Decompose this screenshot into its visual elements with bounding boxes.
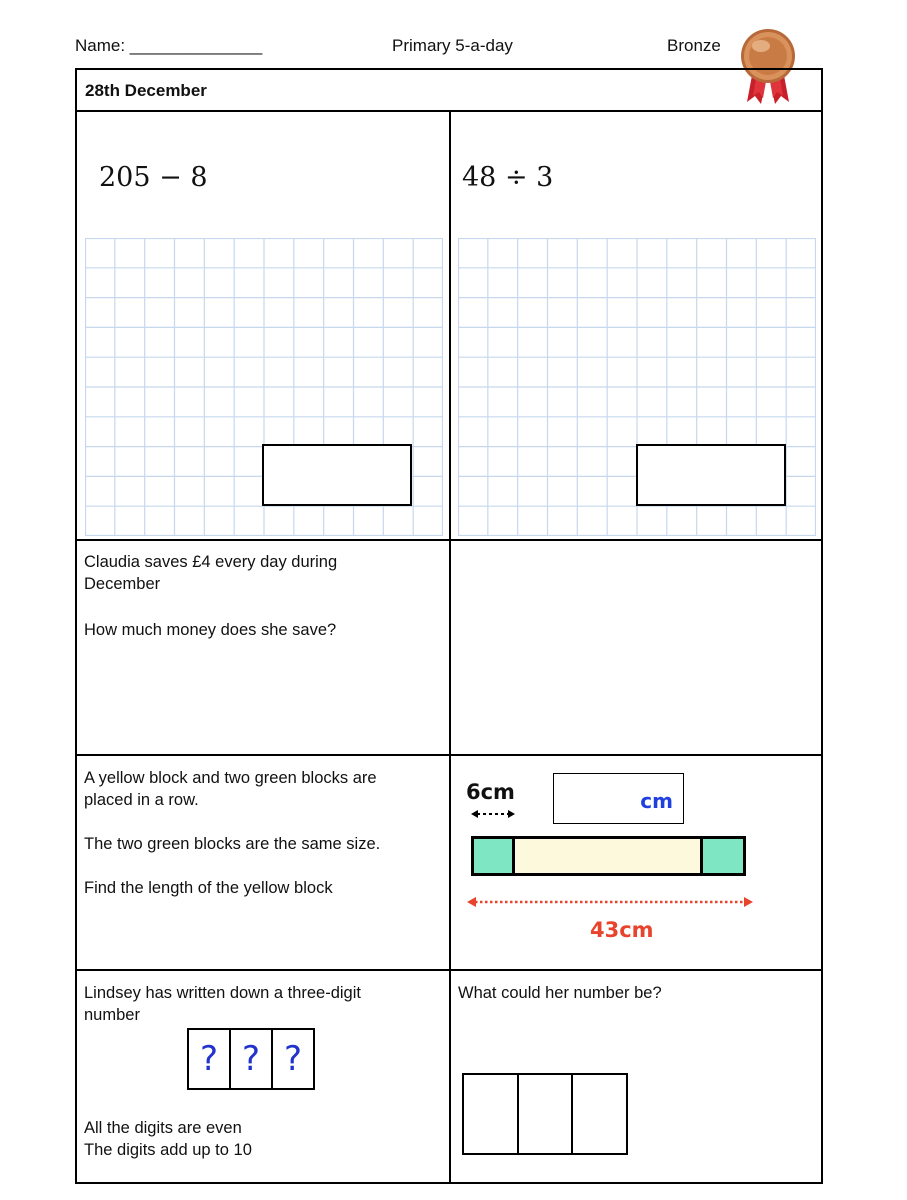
q3-line: How much money does she save? <box>84 621 337 639</box>
q3-line: Claudia saves £4 every day during <box>84 553 338 571</box>
difficulty-level: Bronze <box>667 36 721 55</box>
q5-clues <box>84 1117 252 1161</box>
answer-digit-box[interactable] <box>464 1075 519 1153</box>
q5-clue: The digits add up to 10 <box>84 1141 252 1159</box>
worksheet-date: 28th December <box>85 81 207 100</box>
name-label: Name: ______________ <box>75 36 263 55</box>
q2-answer-box[interactable] <box>636 444 786 506</box>
yellow-length-answer-box[interactable] <box>553 773 684 824</box>
q1-expression: 205 − 8 <box>99 162 208 193</box>
yellow-block <box>512 836 703 876</box>
green-block-length-label: 6cm <box>466 780 515 804</box>
q1-answer-box[interactable] <box>262 444 412 506</box>
q4-line: placed in a row. <box>84 791 199 809</box>
q5-line: number <box>84 1006 140 1024</box>
q5-clue: All the digits are even <box>84 1119 242 1137</box>
q3-question <box>84 551 337 641</box>
q5-answer-prompt: What could her number be? <box>458 984 662 1002</box>
q2-expression: 48 ÷ 3 <box>462 162 554 193</box>
hidden-digit: ? <box>189 1030 231 1088</box>
green-block-measure-arrow <box>471 808 515 820</box>
q5-question <box>84 982 361 1026</box>
answer-digit-box[interactable] <box>573 1075 626 1153</box>
q4-question <box>84 767 380 899</box>
q4-line: Find the length of the yellow block <box>84 879 333 897</box>
q4-line: The two green blocks are the same size. <box>84 835 381 853</box>
worksheet-title: Primary 5-a-day <box>392 36 513 55</box>
answer-digit-box[interactable] <box>519 1075 574 1153</box>
total-length-arrow <box>467 896 753 908</box>
green-block-left <box>471 836 515 876</box>
hidden-digit: ? <box>283 1039 303 1079</box>
answer-unit-label: cm <box>640 789 673 813</box>
total-length-label: 43cm <box>590 918 654 942</box>
green-block-right <box>700 836 746 876</box>
hidden-number-boxes <box>187 1028 315 1090</box>
q3-answer-space[interactable] <box>451 541 821 754</box>
q3-line: December <box>84 575 161 593</box>
hidden-digit: ? <box>231 1030 273 1088</box>
q5-line: Lindsey has written down a three-digit <box>84 984 361 1002</box>
q5-answer-boxes <box>462 1073 628 1155</box>
q4-line: A yellow block and two green blocks are <box>84 769 377 787</box>
worksheet-table <box>75 68 823 1184</box>
